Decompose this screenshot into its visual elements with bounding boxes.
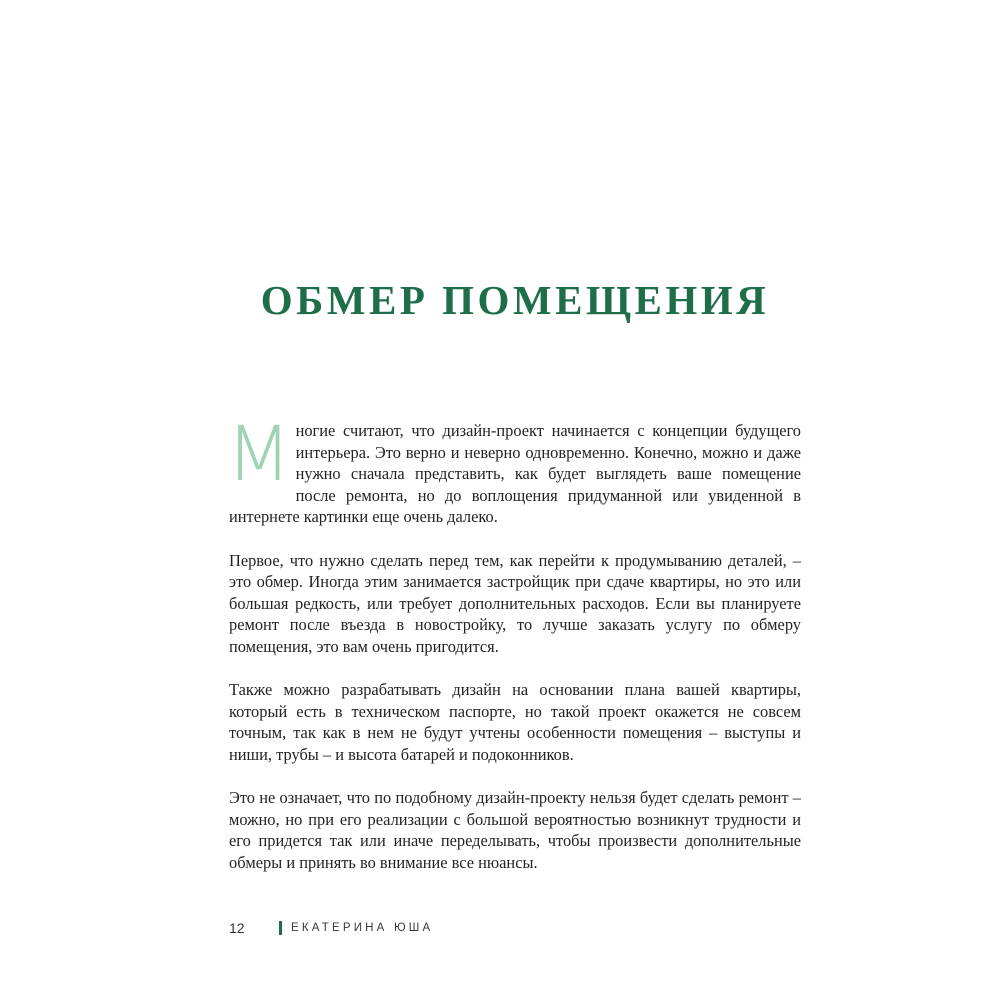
paragraph-4: Это не означает, что по подобному дизайн-проекту нельзя будет сделать ремонт – можно, но при его реализации с большой вероятностью возникнут трудности и его придется так или иначе переделывать, чтобы произвести дополнительные обмеры и принять во внимание все нюансы. (229, 788, 801, 872)
page-footer (229, 917, 433, 939)
paragraph-1-text: ногие считают, что дизайн-проект начинается с концепции будущего интерьера. Это верно и неверно одновременно. Конечно, можно и даже нужно сначала представить, как будет выглядеть ваше помещение после ремонта, но до воплощения придуманной или увиденной в интернете картинки еще очень далеко. (229, 421, 801, 527)
page-number: 12 (229, 920, 245, 936)
drop-cap: М (226, 409, 292, 498)
body-text (226, 409, 801, 873)
paragraph-3: Также можно разрабатывать дизайн на основании плана вашей квартиры, который есть в техническом паспорте, но такой проект окажется не совсем точным, так как в нем не будут учтены особенности помещения – выступы и ниши, трубы – и высота батарей и подоконников. (229, 680, 801, 764)
footer-divider-bar (279, 921, 282, 935)
paragraph-2: Первое, что нужно сделать перед тем, как перейти к продумыванию деталей, – это обмер. Иногда этим занимается застройщик при сдаче квартиры, но это или большая редкость, или требует дополнительных расходов. Если вы планируете ремонт после въезда в новостройку, то лучше заказать услугу по обмеру помещения, это вам очень пригодится. (229, 550, 801, 656)
paragraph-1 (226, 409, 801, 528)
chapter-title: ОБМЕР ПОМЕЩЕНИЯ (260, 277, 770, 323)
author-name: ЕКАТЕРИНА ЮША (291, 922, 434, 934)
